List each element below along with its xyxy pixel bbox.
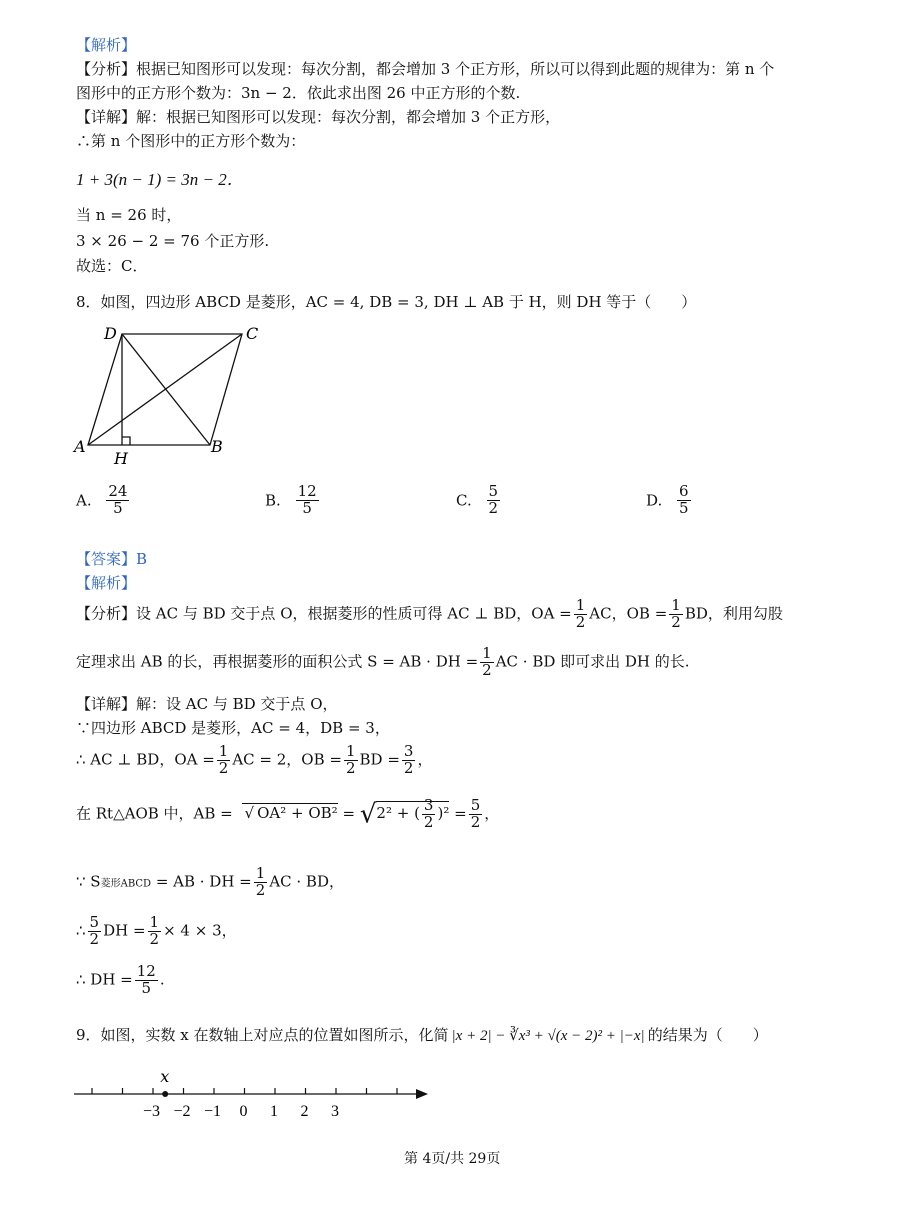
- question-8: 8．如图，四边形 ABCD 是菱形，AC = 4, DB = 3, DH ⊥ AB 于 H，则 DH 等于（ ）: [76, 293, 697, 311]
- detail-line-1: 【详解】解：根据已知图形可以发现：每次分割，都会增加 3 个正方形，: [76, 108, 561, 126]
- rhombus-figure: [70, 318, 270, 470]
- detail-8-line-5: ∵ S菱形ABCD = AB · DH = $\frac{1}{2}$ AC · BD，: [76, 864, 344, 899]
- label-B: B: [211, 437, 223, 456]
- analysis-line-1: 【分析】根据已知图形可以发现：每次分割，都会增加 3 个正方形，所以可以得到此题的规律为：第 n 个: [76, 60, 775, 78]
- axis-arrow: [416, 1089, 428, 1099]
- equation-1: 1 + 3(n − 1) = 3n − 2．: [76, 170, 244, 189]
- analysis-8-line-2: 定理求出 AB 的长，再根据菱形的面积公式 S = AB · DH = $\frac{1}{2}$ AC · BD 即可求出 DH 的长.: [76, 644, 690, 679]
- diagonal-ac: [88, 334, 242, 445]
- tick-label: 0: [239, 1103, 248, 1120]
- equation-2: 当 n = 26 时，: [76, 206, 182, 224]
- label-C: C: [246, 324, 259, 343]
- detail-8-line-6: ∴ $\frac{5}{2}$ DH = $\frac{1}{2}$ × 4 × 3，: [76, 913, 237, 948]
- detail-8-line-3: ∴ AC ⊥ BD，OA = $\frac{1}{2}$ AC = 2，OB = $\frac{1}{2}$ BD = $\frac{3}{2}$ ，: [76, 742, 433, 777]
- jiexi-label-2: 【解析】: [76, 574, 137, 592]
- tick-label: 3: [331, 1103, 339, 1120]
- tick-label: −1: [204, 1103, 222, 1120]
- x-point: [162, 1091, 168, 1097]
- detail-8-line-2: ∵四边形 ABCD 是菱形，AC = 4，DB = 3，: [76, 719, 390, 737]
- detail-8-line-7: ∴ DH = $\frac{12}{5}$ .: [76, 962, 165, 997]
- page-footer: 第 4页/共 29页: [404, 1151, 501, 1167]
- x-label: x: [160, 1067, 170, 1086]
- number-line: [70, 1066, 440, 1122]
- analysis-8-line-1: 【分析】设 AC 与 BD 交于点 O，根据菱形的性质可得 AC ⊥ BD，OA = $\frac{1}{2}$ AC，OB = $\frac{1}{2}$ BD，利用勾股: [76, 596, 783, 631]
- option-d[interactable]: D. $\frac{6}{5}$: [646, 482, 689, 517]
- question-9: 9．如图，实数 x 在数轴上对应点的位置如图所示，化简 |x + 2| − ∛x³ + √(x − 2)² + |−x| 的结果为（ ）: [76, 1026, 768, 1044]
- right-angle-mark: [122, 437, 130, 445]
- label-A: A: [74, 437, 86, 456]
- jiexi-label: 【解析】: [76, 36, 137, 54]
- option-a[interactable]: A. $\frac{24}{5}$: [76, 482, 128, 517]
- detail-line-2: ∴第 n 个图形中的正方形个数为：: [76, 132, 306, 150]
- tick-label: −2: [173, 1103, 191, 1120]
- option-b[interactable]: B. $\frac{12}{5}$: [265, 482, 317, 517]
- label-H: H: [114, 449, 128, 468]
- tick-label: 1: [270, 1103, 278, 1120]
- label-D: D: [104, 324, 117, 343]
- tick-label: 2: [300, 1103, 309, 1120]
- diagonal-db: [122, 334, 210, 445]
- answer-8: 【答案】B: [76, 550, 148, 568]
- detail-8-line-1: 【详解】解：设 AC 与 BD 交于点 O，: [76, 695, 338, 713]
- equation-3: 3 × 26 − 2 = 76 个正方形.: [76, 232, 270, 250]
- detail-8-line-4: 在 Rt△AOB 中，AB = √ OA² + OB² = √2² + ( $\frac{3}{2}$ )² = $\frac{5}{2}$ ，: [76, 796, 500, 831]
- option-c[interactable]: C. $\frac{5}{2}$: [456, 482, 499, 517]
- analysis-line-2: 图形中的正方形个数为：3n − 2．依此求出图 26 中正方形的个数.: [76, 84, 521, 102]
- choice-7: 故选：C．: [76, 257, 148, 275]
- tick-label: −3: [143, 1103, 161, 1120]
